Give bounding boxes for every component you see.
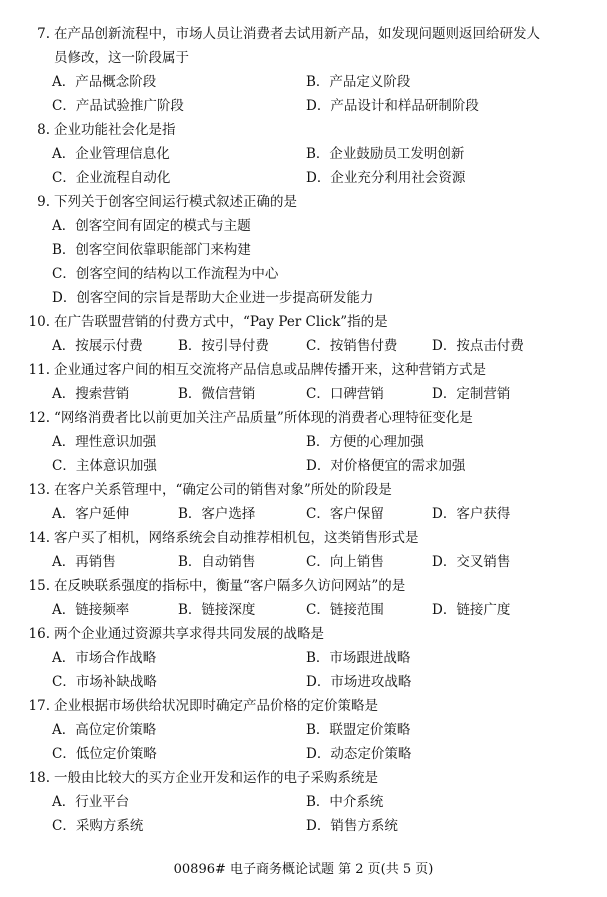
question-number: 17. (28, 698, 50, 714)
option-c: C．市场补缺战略 (52, 674, 157, 690)
option-a: A．高位定价策略 (52, 722, 157, 738)
question-number: 12. (28, 410, 50, 426)
question-text: 企业通过客户间的相互交流将产品信息或品牌传播开来，这种营销方式是 (54, 362, 486, 378)
question-number: 16. (28, 626, 50, 642)
option-c: C．低位定价策略 (52, 746, 157, 762)
option-b: B．按引导付费 (178, 338, 269, 354)
question-number: 9. (37, 194, 50, 210)
option-c: C．采购方系统 (52, 818, 144, 834)
option-c: C．主体意识加强 (52, 458, 157, 474)
question-stem (28, 766, 588, 790)
question-stem (28, 526, 588, 550)
option-b: B．微信营销 (178, 386, 256, 402)
page-footer: 00896# 电子商务概论试题 第 2 页(共 5 页) (173, 862, 434, 877)
question-stem (28, 22, 588, 46)
option-d: D．动态定价策略 (306, 746, 412, 762)
question-stem (28, 190, 588, 214)
question-number: 11. (28, 362, 50, 378)
question-text: “网络消费者比以前更加关注产品质量”所体现的消费者心理特征变化是 (54, 410, 473, 426)
question-stem-continued (54, 46, 607, 70)
option-a: A．产品概念阶段 (52, 74, 157, 90)
option-c: C．向上销售 (306, 554, 384, 570)
option-b: B．创客空间依靠职能部门来构建 (52, 242, 251, 258)
question-number: 14. (28, 530, 50, 546)
question-text-continued: 员修改，这一阶段属于 (54, 50, 189, 66)
option-c: C．口碑营销 (306, 386, 384, 402)
option-a: A．理性意识加强 (52, 434, 157, 450)
question-text: 一般由比较大的买方企业开发和运作的电子采购系统是 (54, 770, 378, 786)
option-a: A．市场合作战略 (52, 650, 157, 666)
question-text: 下列关于创客空间运行模式叙述正确的是 (54, 194, 297, 210)
question-stem (28, 478, 588, 502)
question-text: 在客户关系管理中，“确定公司的销售对象”所处的阶段是 (54, 482, 392, 498)
question-stem (28, 118, 588, 142)
question-stem (28, 310, 588, 334)
option-b: B．产品定义阶段 (306, 74, 411, 90)
question-number: 15. (28, 578, 50, 594)
option-c: C．创客空间的结构以工作流程为中心 (52, 266, 279, 282)
option-c: C．产品试验推广阶段 (52, 98, 184, 114)
option-d: D．定制营销 (432, 386, 511, 402)
option-d: D．客户获得 (432, 506, 511, 522)
question-number: 18. (28, 770, 50, 786)
question-stem (28, 574, 588, 598)
option-a: A．链接频率 (52, 602, 130, 618)
option-b: B．方便的心理加强 (306, 434, 424, 450)
question-stem (28, 406, 588, 430)
option-c: C．客户保留 (306, 506, 384, 522)
option-d: D．对价格便宜的需求加强 (306, 458, 466, 474)
option-d: D．企业充分利用社会资源 (306, 170, 466, 186)
option-c: C．链接范围 (306, 602, 384, 618)
question-text: 两个企业通过资源共享求得共同发展的战略是 (54, 626, 324, 642)
question-text: 在产品创新流程中，市场人员让消费者去试用新产品，如发现问题则返回给研发人 (54, 26, 540, 42)
option-c: C．企业流程自动化 (52, 170, 171, 186)
option-b: B．自动销售 (178, 554, 256, 570)
option-d: D．市场进攻战略 (306, 674, 412, 690)
question-text: 企业根据市场供给状况即时确定产品价格的定价策略是 (54, 698, 378, 714)
option-a: A．再销售 (52, 554, 116, 570)
option-b: B．客户选择 (178, 506, 256, 522)
option-a: A．按展示付费 (52, 338, 143, 354)
question-text: 在广告联盟营销的付费方式中，“Pay Per Click”指的是 (54, 314, 388, 330)
option-c: C．按销售付费 (306, 338, 398, 354)
option-a: A．企业管理信息化 (52, 146, 170, 162)
option-b: B．中介系统 (306, 794, 384, 810)
question-text: 企业功能社会化是指 (54, 122, 176, 138)
option-d: D．按点击付费 (432, 338, 524, 354)
question-text: 客户买了相机，网络系统会自动推荐相机包，这类销售形式是 (54, 530, 419, 546)
question-number: 8. (37, 122, 50, 138)
option-a: A．行业平台 (52, 794, 130, 810)
question-number: 7. (37, 26, 50, 42)
question-stem (28, 694, 588, 718)
question-number: 10. (28, 314, 50, 330)
option-d: D．交叉销售 (432, 554, 511, 570)
question-number: 13. (28, 482, 50, 498)
option-d: D．销售方系统 (306, 818, 398, 834)
option-b: B．联盟定价策略 (306, 722, 411, 738)
option-a: A．客户延伸 (52, 506, 130, 522)
option-d: D．产品设计和样品研制阶段 (306, 98, 479, 114)
option-b: B．市场跟进战略 (306, 650, 411, 666)
option-a: A．搜索营销 (52, 386, 130, 402)
option-a: A．创客空间有固定的模式与主题 (52, 218, 251, 234)
option-d: D．创客空间的宗旨是帮助大企业进一步提高研发能力 (52, 290, 374, 306)
option-b: B．链接深度 (178, 602, 256, 618)
question-text: 在反映联系强度的指标中，衡量“客户隔多久访问网站”的是 (54, 578, 406, 594)
question-stem (28, 622, 588, 646)
option-b: B．企业鼓励员工发明创新 (306, 146, 465, 162)
option-d: D．链接广度 (432, 602, 511, 618)
question-stem (28, 358, 588, 382)
